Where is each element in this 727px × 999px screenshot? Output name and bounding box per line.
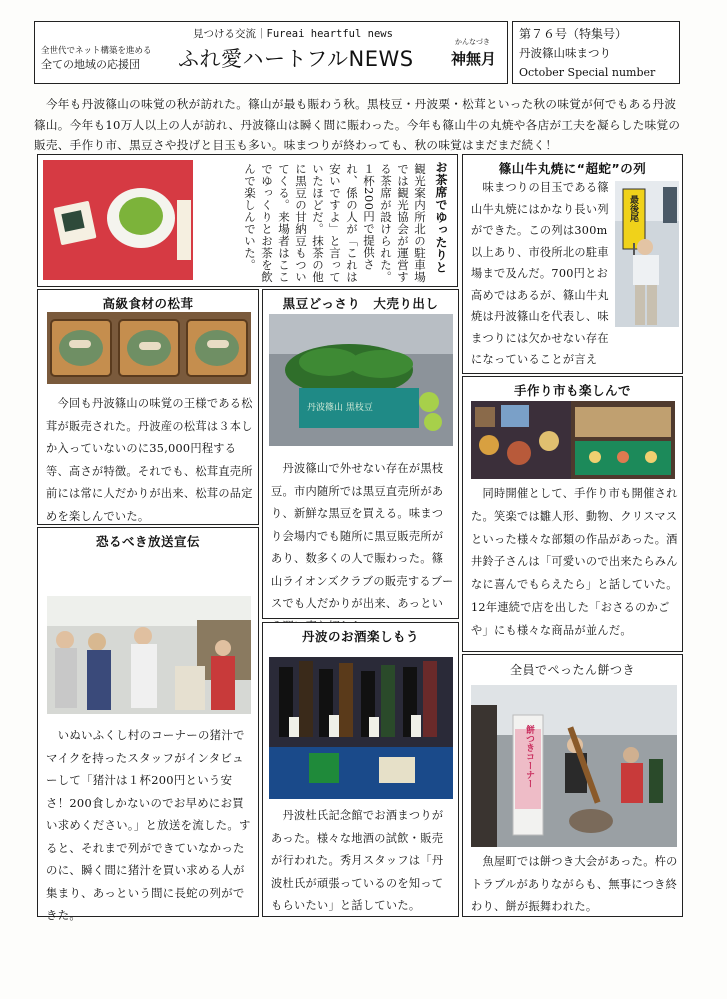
mochi-banner-text: 餅つきコーナー [524,725,534,788]
matsutake-photo [47,312,251,384]
handmade-title: 手作り市も楽しんで [513,383,631,398]
issue-english: October Special number [519,66,656,79]
tea-body: 観光案内所北の駐車場では観光協会が運営する茶席が設けられた。１杯200円で提供され、係の人が「これは安いですよ」と言っていたほどだ。抹茶の他に黒豆の甘納豆もついてくる。来場者はここでゆっくりとお茶を飲んで楽しんでいた。 [243,163,427,283]
matsutake-body: 今回も丹波篠山の味覚の王様である松茸が販売された。丹波産の松茸は３本しか入っていないのに35,000円程する等、高さが特徴。それでも、松茸直売所前には常に人だかりが出来、松茸の品定めを楽しんでいた。 [46,397,253,523]
beef-article [462,154,683,374]
beef-body: 味まつりの目玉である篠山牛丸焼にはかなり長い列ができた。この列は300m以上あり、市役所北の駐車場まで及んだ。700円とお高めではあるが、篠山牛丸焼は丹波篠山を代表し、味まつりには欠かせない存在になっていることが言え [471,181,609,366]
kuromame-photo [269,314,453,446]
broadcast-photo [47,596,251,714]
masthead-title: ふれ愛ハートフルNEWS [178,47,414,71]
handmade-article [462,376,683,652]
issue-box [512,21,680,84]
handmade-body: 同時開催として、手作り市も開催された。笑楽では雛人形、動物、クリスマスといった様々な部類の作品があった。酒井鈴子さんは「可愛いので出来たらみんなに喜んでもらえたら」と話していた。12年連続で店を出した「おさるのかごや」にも様々な商品が並んだ。 [471,487,678,637]
beef-title: 篠山牛丸焼に“超蛇”の列 [498,161,647,176]
mochi-title: 全員でぺったん餅つき [509,663,635,677]
beef-sign-text: 最後尾 [628,195,638,222]
sake-article [262,622,459,917]
matsutake-title: 高級食材の松茸 [102,296,194,311]
broadcast-article [37,527,259,922]
tea-heading: お茶席でゆったりと [434,161,448,274]
issue-event: 丹波篠山味まつり [519,46,611,60]
kuromame-title: 黒豆どっさり 大売り出し [282,296,439,311]
issue-number: 第７６号（特集号） [519,27,628,41]
sake-title: 丹波のお酒楽しもう [301,629,419,644]
tagline-small: 全世代でネット構築を進める [41,46,152,56]
kuromame-article [262,289,459,619]
month-furigana: かんなづき [455,38,490,46]
matsutake-article [37,289,259,525]
sake-photo [269,657,453,799]
masthead-subtitle: 見つける交流｜Fureai heartful news [193,28,393,40]
kuromame-body: 丹波篠山で外せない存在が黒枝豆。市内随所では黒豆直売所があり、新鮮な黒豆を買える。味まつり会場内でも随所に黒豆販売所があり、数多くの人で賑わった。篠山ライオンズクラブの販売するブースでも人だかりが出来、あっとい [271,462,454,610]
tagline-main: 全ての地域の応援団 [41,58,140,71]
broadcast-title: 恐るべき放送宣伝 [95,534,200,549]
sake-body: 丹波杜氏記念館でお酒まつりがあった。様々な地酒の試飲・販売が行われた。秀月スタッフは「丹波杜氏が頑張っているのを知ってもらいたい」と話していた。 [271,809,444,912]
kuromame-sign-text: 丹波篠山 黒枝豆 [307,403,373,413]
masthead [34,21,508,84]
beef-photo [615,181,679,327]
handmade-photo [471,401,675,479]
broadcast-body: いぬいふくし村のコーナーの猪汁でマイクを持ったスタッフがインタビューして「猪汁は１杯200円という安さ！200食しかないのでお早めにお買い求めください。」と放送を流した。すると、それまで列ができていなかったのに、瞬く間に猪汁を買い求める人が集まり、あっという間に長蛇の列ができた。 [46,728,251,922]
tea-photo [43,160,193,280]
tea-article [37,154,458,287]
month-kanji: 神無月 [451,50,497,68]
mochi-article [462,654,683,917]
mochi-body: 魚屋町では餅つき大会があった。杵のトラブルがありながらも、無事につき終わり、餅が振舞われた。 [471,855,678,913]
mochi-photo [471,685,677,847]
intro-paragraph: 今年も丹波篠山の味覚の秋が訪れた。篠山が最も賑わう秋。黒枝豆・丹波栗・松茸といった秋の味覚が何でもある丹波篠山。今年も10万人以上の人が訪れ、丹波篠山は瞬く間に賑わった。今年も篠山牛の丸焼や各店が工夫を凝らした味覚の販売、手作り市、黒豆さや投げと目玉も多い。味まつりが終わっても、秋の味覚はまだまだ続く！ [34,97,681,152]
